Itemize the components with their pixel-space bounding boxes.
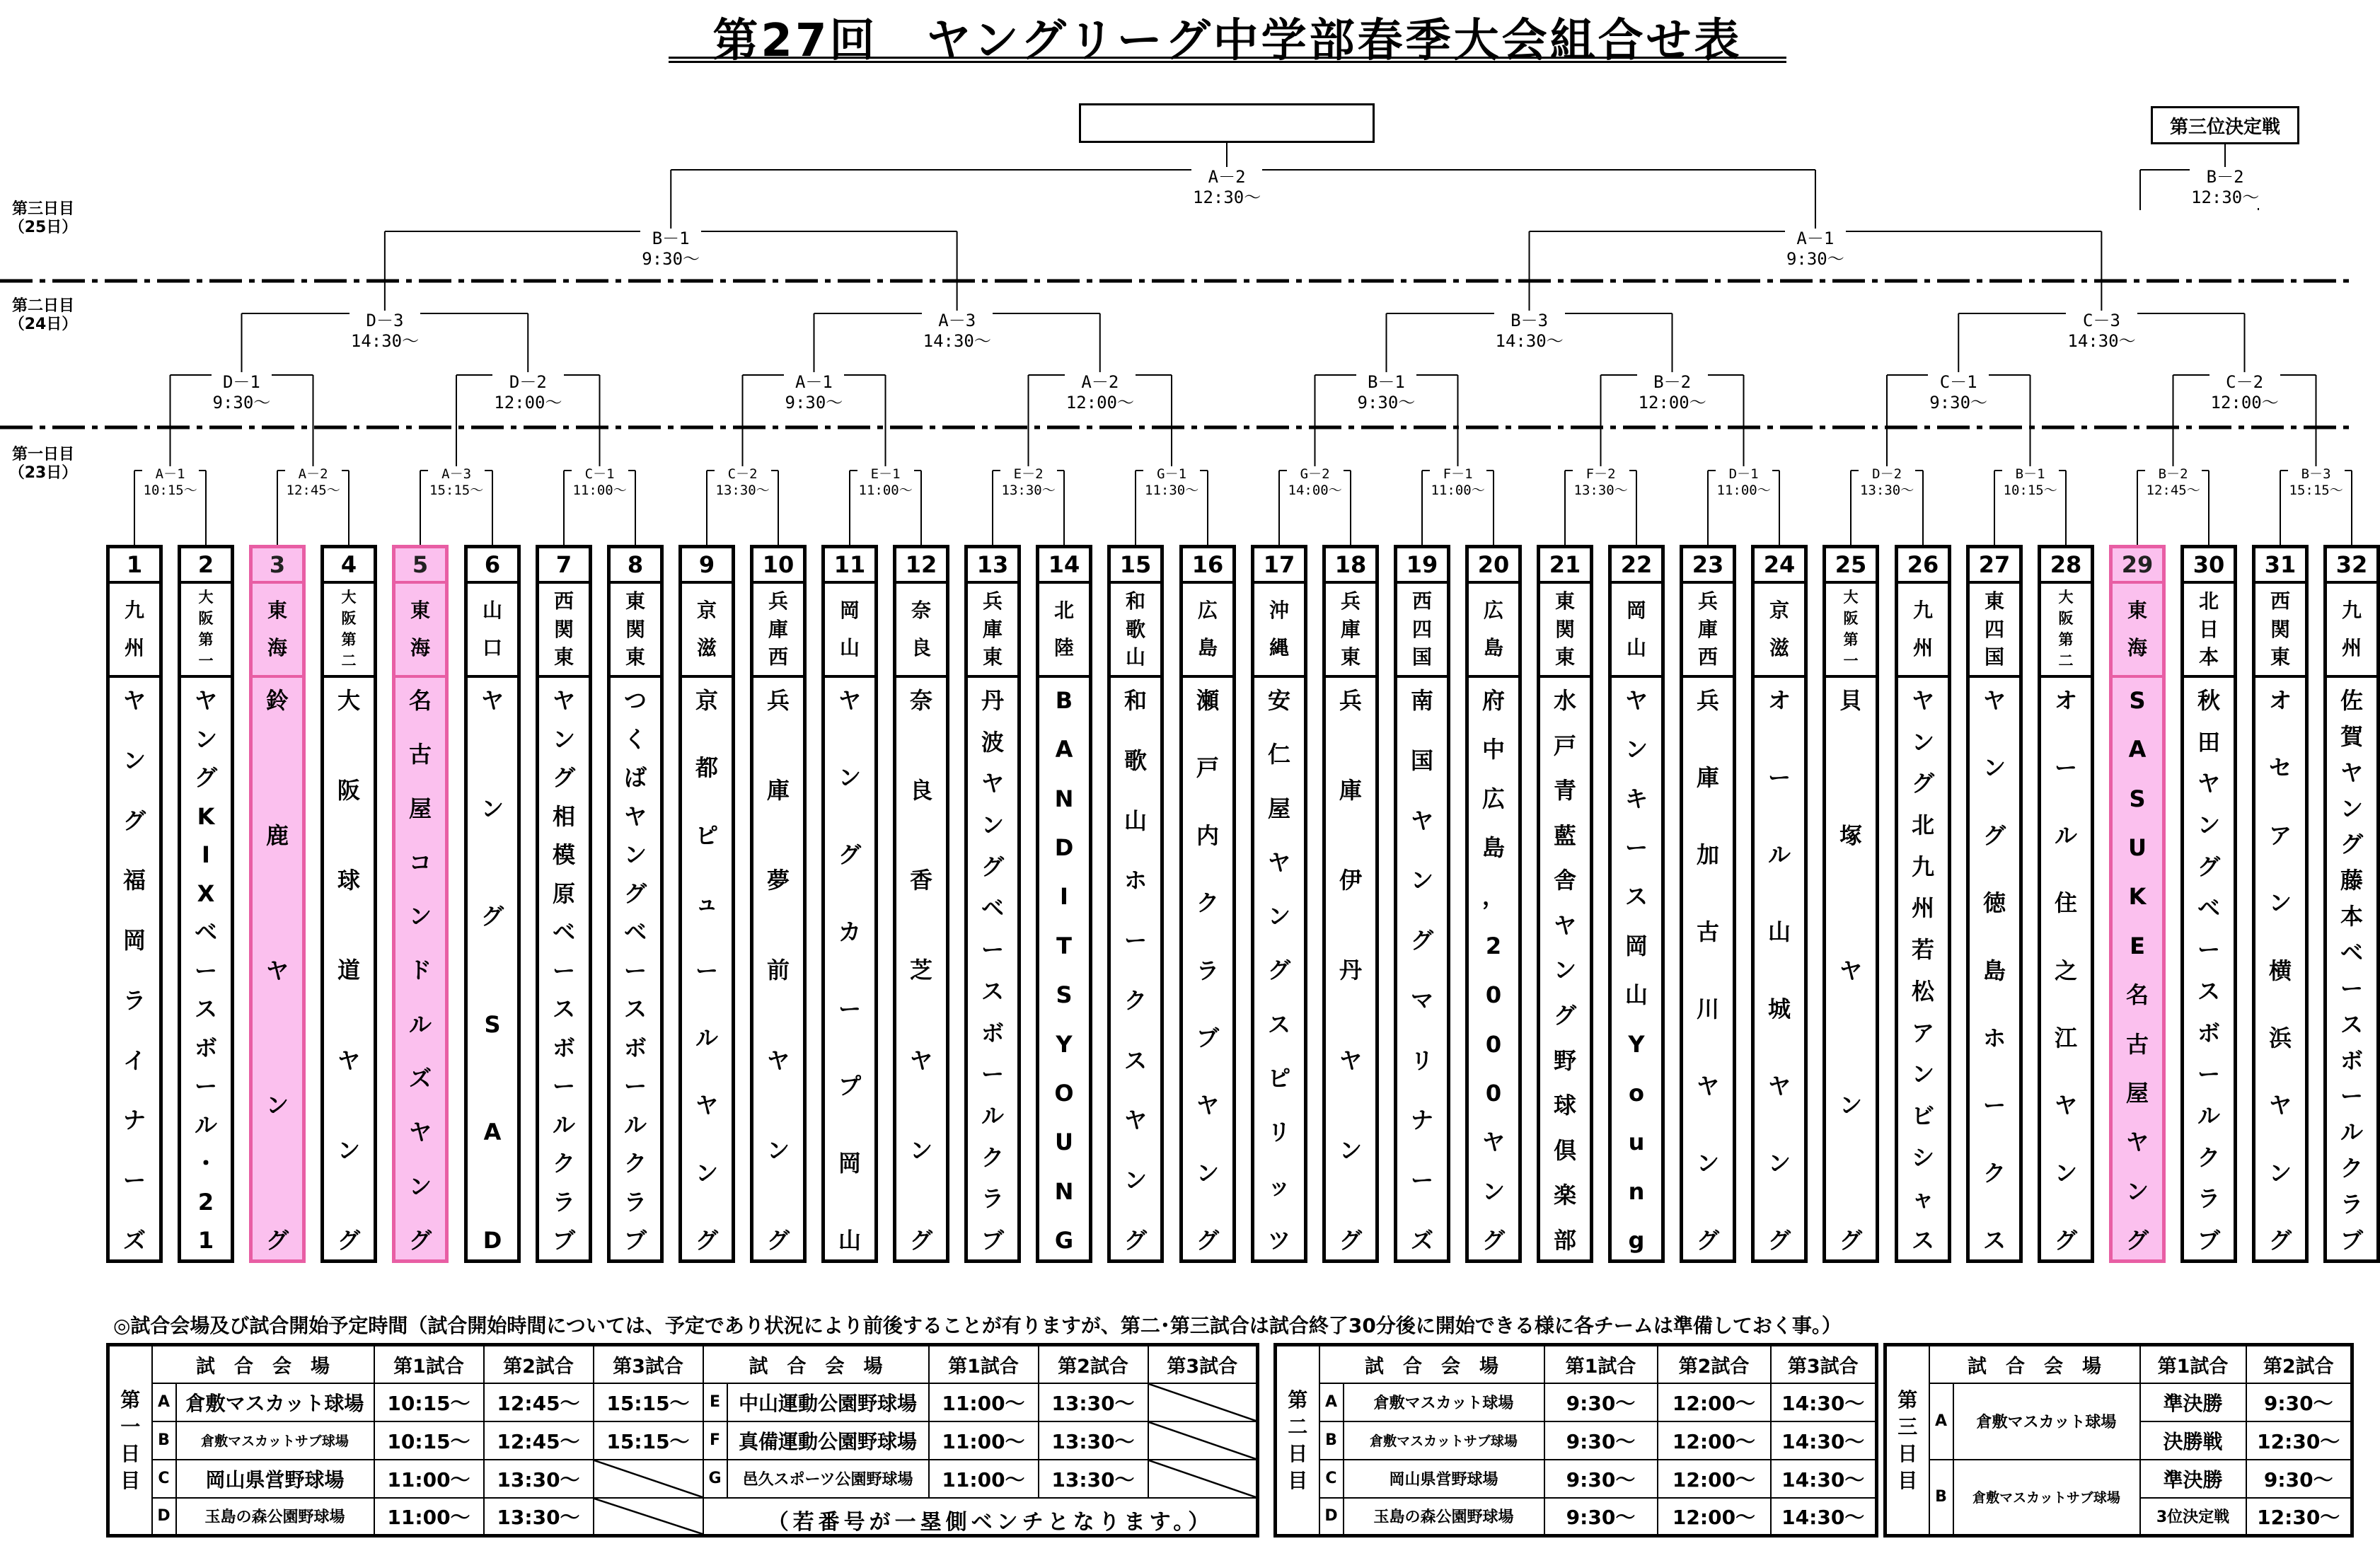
team-name: 京 都 ピ ュ ー ル ヤ ン グ: [695, 687, 718, 1254]
game1-header: 第1試合: [1544, 1345, 1658, 1383]
team-number: 4: [324, 548, 374, 584]
start-time: 14:30～: [1771, 1383, 1877, 1421]
team-name: ヤ ン グ 徳 島 ホ ー ク ス: [1982, 687, 2006, 1254]
game2-header: 第2試合: [2246, 1345, 2352, 1383]
team-number: 24: [1755, 548, 1804, 584]
team-column: [392, 545, 449, 1263]
team-name: 和 歌 山 ホ ー ク ス ヤ ン グ: [1123, 687, 1147, 1254]
day3-label: 第三日目 （25日）: [8, 200, 78, 236]
team-region: 東 関 東: [1540, 584, 1590, 678]
venue-name: 玉島の森公園野球場: [1344, 1498, 1544, 1536]
team-region: 大 阪 第 一: [1826, 584, 1876, 678]
start-time: 11:00～: [929, 1460, 1039, 1498]
team-name: 佐 賀 ヤ ン グ 藤 本 ベ ー ス ボ ー ル ク ラ ブ: [2340, 687, 2363, 1254]
team-name: 府 中 広 島 ， 2 0 0 0 ヤ ン グ: [1481, 687, 1505, 1254]
start-time: 14:30～: [1771, 1460, 1877, 1498]
team-number: 3: [253, 548, 302, 584]
match-label-final: A－2 12:30～: [1193, 167, 1261, 207]
venue-name: 玉島の森公園野球場: [176, 1498, 374, 1536]
team-column: [750, 545, 807, 1263]
team-name: ヤ ン キ ー ス 岡 山 Y o u n g: [1624, 687, 1648, 1254]
day2-venue-table: [1273, 1343, 1878, 1538]
game1-header: 第1試合: [374, 1345, 484, 1383]
team-region: 九 州: [110, 584, 159, 678]
start-time: 12:45～: [484, 1421, 594, 1460]
empty-cell: [594, 1460, 703, 1498]
start-time: 10:15～: [374, 1421, 484, 1460]
team-column: [1680, 545, 1736, 1263]
team-name: 水 戸 青 藍 舎 ヤ ン グ 野 球 倶 楽 部: [1553, 687, 1576, 1254]
game-type: 3位決定戦: [2140, 1498, 2246, 1536]
team-name: 鈴 鹿 ヤ ン グ: [265, 687, 289, 1254]
team-number: 20: [1469, 548, 1518, 584]
team-name: 兵 庫 加 古 川 ヤ ン グ: [1696, 687, 1719, 1254]
team-number: 9: [682, 548, 732, 584]
match-label-round2: D－2 12:00～: [494, 372, 562, 413]
champion-box: [1079, 103, 1375, 143]
team-region: 西 関 東: [2255, 584, 2305, 678]
team-column: [320, 545, 377, 1263]
team-number: 27: [1970, 548, 2019, 584]
team-number: 6: [468, 548, 517, 584]
team-region: 沖 縄: [1254, 584, 1304, 678]
match-label-round1: D－1 11:00～: [1716, 466, 1771, 498]
venue-name: 倉敷マスカットサブ球場: [176, 1421, 374, 1460]
team-name: 名 古 屋 コ ン ド ル ズ ヤ ン グ: [408, 687, 432, 1254]
team-number: 12: [896, 548, 946, 584]
start-time: 9:30～: [1544, 1421, 1658, 1460]
match-label-round1: C－1 11:00～: [572, 466, 627, 498]
match-label-quarterfinal: D－3 14:30～: [350, 311, 420, 351]
game-type: 準決勝: [2140, 1383, 2246, 1421]
match-label-round2: A－1 9:30～: [785, 372, 843, 413]
team-name: 兵 庫 夢 前 ヤ ン グ: [766, 687, 790, 1254]
team-column: [2109, 545, 2166, 1263]
game3-header: 第3試合: [1771, 1345, 1877, 1383]
team-number: 18: [1326, 548, 1375, 584]
team-name: ヤ ン グ S A D: [480, 687, 504, 1254]
venue-code: D: [1319, 1498, 1344, 1536]
empty-cell: [1148, 1383, 1258, 1421]
team-number: 31: [2255, 548, 2305, 584]
team-name: ヤ ン グ K I X ベ ー ス ボ ー ル ・ 2 1: [194, 687, 217, 1254]
start-time: 12:45～: [484, 1383, 594, 1421]
match-label-round1: D－2 13:30～: [1860, 466, 1914, 498]
team-number: 14: [1039, 548, 1089, 584]
team-column: [1465, 545, 1522, 1263]
team-column: [1179, 545, 1236, 1263]
team-number: 5: [395, 548, 445, 584]
match-label-quarterfinal: A－3 14:30～: [923, 311, 991, 351]
team-column: [1537, 545, 1593, 1263]
team-column: [893, 545, 949, 1263]
match-label-round2: B－1 9:30～: [1357, 372, 1416, 413]
team-column: [678, 545, 735, 1263]
team-region: 山 口: [468, 584, 517, 678]
team-name: オ セ ア ン 横 浜 ヤ ン グ: [2268, 687, 2292, 1254]
team-region: 兵 庫 西: [753, 584, 803, 678]
empty-cell: [1148, 1460, 1258, 1498]
team-column: [964, 545, 1021, 1263]
start-time: 11:00～: [374, 1498, 484, 1536]
team-region: 北 陸: [1039, 584, 1089, 678]
match-label-semifinal: A－1 9:30～: [1786, 229, 1844, 269]
team-number: 17: [1254, 548, 1304, 584]
match-label-round2: C－2 12:00～: [2210, 372, 2279, 413]
team-column: [2252, 545, 2309, 1263]
match-label-quarterfinal: C－3 14:30～: [2067, 311, 2136, 351]
day2-table-label-text: 第 二 日 目: [1288, 1388, 1308, 1492]
team-column: [1608, 545, 1665, 1263]
team-number: 19: [1397, 548, 1447, 584]
team-number: 26: [1898, 548, 1948, 584]
team-region: 東 四 国: [1970, 584, 2019, 678]
team-name: 貝 塚 ヤ ン グ: [1839, 687, 1862, 1254]
team-region: 広 島: [1469, 584, 1518, 678]
team-number: 7: [539, 548, 589, 584]
venue-name: 倉敷マスカット球場: [1344, 1383, 1544, 1421]
team-name: つ く ば ヤ ン グ ベ ー ス ボ ー ル ク ラ ブ: [623, 687, 647, 1254]
team-region: 奈 良: [896, 584, 946, 678]
team-number: 13: [968, 548, 1017, 584]
venue-code: D: [152, 1498, 176, 1536]
team-region: 東 海: [253, 584, 302, 678]
venue-name: 倉敷マスカット球場: [176, 1383, 374, 1421]
team-region: 東 関 東: [611, 584, 660, 678]
team-number: 23: [1683, 548, 1733, 584]
venue-name: 岡山県営野球場: [1344, 1460, 1544, 1498]
match-label-round1: A－2 12:45～: [286, 466, 340, 498]
venue-name: 倉敷マスカットサブ球場: [1953, 1460, 2140, 1536]
venue-note: ◎試合会場及び試合開始予定時間（試合開始時間については、予定であり状況により前後することが有りますが、第二･第三試合は試合終了30分後に開始できる様に各チームは準備しておく事。）: [113, 1314, 1842, 1337]
team-column: [1895, 545, 1951, 1263]
start-time: 12:30～: [2246, 1421, 2352, 1460]
team-name: 兵 庫 伊 丹 ヤ ン グ: [1339, 687, 1362, 1254]
team-region: 広 島: [1183, 584, 1232, 678]
day1-table-label-text: 第 一 日 目: [120, 1388, 141, 1492]
start-time: 9:30～: [1544, 1460, 1658, 1498]
start-time: 12:30～: [2246, 1498, 2352, 1536]
team-name: 奈 良 香 芝 ヤ ン グ: [909, 687, 932, 1254]
team-number: 11: [825, 548, 874, 584]
team-region: 兵 庫 東: [1326, 584, 1375, 678]
venue-code: B: [152, 1421, 176, 1460]
venue-code: C: [1319, 1460, 1344, 1498]
match-label-round1: E－1 11:00～: [858, 466, 913, 498]
team-name: ヤ ン グ 相 模 原 ベ ー ス ボ ー ル ク ラ ブ: [552, 687, 575, 1254]
team-number: 25: [1826, 548, 1876, 584]
team-number: 10: [753, 548, 803, 584]
venue-name: 倉敷マスカットサブ球場: [1344, 1421, 1544, 1460]
venue-name: 邑久スポーツ公園野球場: [727, 1460, 929, 1498]
start-time: 13:30～: [484, 1460, 594, 1498]
team-number: 32: [2327, 548, 2376, 584]
match-label-round1: G－1 11:30～: [1145, 466, 1199, 498]
match-label-round1: A－3 15:15～: [429, 466, 484, 498]
team-name: オ ー ル 山 城 ヤ ン グ: [1767, 687, 1791, 1254]
team-number: 21: [1540, 548, 1590, 584]
start-time: 13:30～: [1039, 1421, 1148, 1460]
start-time: 9:30～: [2246, 1460, 2352, 1498]
team-column: [1036, 545, 1092, 1263]
team-region: 和 歌 山: [1111, 584, 1160, 678]
venue-name: 中山運動公園野球場: [727, 1383, 929, 1421]
match-label-round1: F－1 11:00～: [1431, 466, 1485, 498]
venue-code: F: [703, 1421, 727, 1460]
day1-label: 第一日目 （23日）: [8, 446, 78, 482]
venue-header: 試 合 会 場: [703, 1345, 929, 1383]
venue-code: E: [703, 1383, 727, 1421]
start-time: 12:00～: [1658, 1498, 1771, 1536]
team-name: 大 阪 球 道 ヤ ン グ: [337, 687, 360, 1254]
team-column: [178, 545, 234, 1263]
start-time: 9:30～: [1544, 1498, 1658, 1536]
game3-header: 第3試合: [1148, 1345, 1258, 1383]
day3-table-label: [1885, 1345, 1929, 1536]
venue-header: 試 合 会 場: [1319, 1345, 1544, 1383]
game1-header: 第1試合: [929, 1345, 1039, 1383]
team-region: 京 滋: [682, 584, 732, 678]
team-name: オ ー ル 住 之 江 ヤ ン グ: [2054, 687, 2077, 1254]
start-time: 13:30～: [484, 1498, 594, 1536]
team-column: [607, 545, 664, 1263]
page-title: 第27回 ヤングリーグ中学部春季大会組合せ表: [712, 15, 1743, 67]
venue-header: 試 合 会 場: [1929, 1345, 2140, 1383]
match-label-round2: D－1 9:30～: [212, 372, 271, 413]
venue-name: 真備運動公園野球場: [727, 1421, 929, 1460]
team-name: S A S U K E 名 古 屋 ヤ ン グ: [2125, 687, 2149, 1254]
day2-table-label: [1276, 1345, 1319, 1536]
venue-name: 倉敷マスカット球場: [1953, 1383, 2140, 1460]
venue-code: A: [1319, 1383, 1344, 1421]
game-type: 準決勝: [2140, 1460, 2246, 1498]
team-region: 西 関 東: [539, 584, 589, 678]
game2-header: 第2試合: [1039, 1345, 1148, 1383]
team-region: 九 州: [1898, 584, 1948, 678]
team-region: 九 州: [2327, 584, 2376, 678]
match-label-semifinal: B－1 9:30～: [642, 229, 700, 269]
match-label-round1: E－2 13:30～: [1001, 466, 1056, 498]
team-region: 京 滋: [1755, 584, 1804, 678]
team-column: [2180, 545, 2237, 1263]
team-region: 岡 山: [825, 584, 874, 678]
team-region: 岡 山: [1612, 584, 1661, 678]
match-label-round1: C－2 13:30～: [715, 466, 770, 498]
match-label-round2: A－2 12:00～: [1065, 372, 1134, 413]
match-label-round1: B－2 12:45～: [2146, 466, 2200, 498]
team-region: 大 阪 第 一: [181, 584, 231, 678]
start-time: 14:30～: [1771, 1498, 1877, 1536]
venue-code: G: [703, 1460, 727, 1498]
team-number: 2: [181, 548, 231, 584]
game-type: 決勝戦: [2140, 1421, 2246, 1460]
team-number: 28: [2041, 548, 2091, 584]
start-time: 13:30～: [1039, 1383, 1148, 1421]
team-name: 安 仁 屋 ヤ ン グ ス ピ リ ッ ツ: [1267, 687, 1290, 1254]
team-region: 東 海: [395, 584, 445, 678]
start-time: 13:30～: [1039, 1460, 1148, 1498]
match-label-round1: B－1 10:15～: [2003, 466, 2057, 498]
game2-header: 第2試合: [484, 1345, 594, 1383]
team-column: [106, 545, 163, 1263]
team-number: 16: [1183, 548, 1232, 584]
start-time: 11:00～: [374, 1460, 484, 1498]
team-number: 30: [2184, 548, 2234, 584]
team-column: [1966, 545, 2023, 1263]
match-label-round2: C－1 9:30～: [1929, 372, 1988, 413]
start-time: 12:00～: [1658, 1460, 1771, 1498]
team-name: 秋 田 ヤ ン グ ベ ー ス ボ ー ル ク ラ ブ: [2197, 687, 2220, 1254]
game1-header: 第1試合: [2140, 1345, 2246, 1383]
team-region: 西 四 国: [1397, 584, 1447, 678]
start-time: 11:00～: [929, 1421, 1039, 1460]
team-column: [1822, 545, 1879, 1263]
venue-name: 岡山県営野球場: [176, 1460, 374, 1498]
empty-cell: [1148, 1421, 1258, 1460]
team-column: [2038, 545, 2094, 1263]
start-time: 12:00～: [1658, 1383, 1771, 1421]
start-time: 11:00～: [929, 1383, 1039, 1421]
team-column: [1251, 545, 1307, 1263]
team-number: 29: [2113, 548, 2162, 584]
match-label-third-place: B－2 12:30～: [2191, 167, 2260, 207]
team-number: 8: [611, 548, 660, 584]
team-name: B A N D I T S Y O U N G: [1054, 687, 1074, 1254]
team-region: 東 海: [2113, 584, 2162, 678]
match-label-round1: G－2 14:00～: [1288, 466, 1342, 498]
start-time: 10:15～: [374, 1383, 484, 1421]
venue-code: C: [152, 1460, 176, 1498]
team-column: [464, 545, 521, 1263]
match-label-round1: F－2 13:30～: [1573, 466, 1628, 498]
match-label-quarterfinal: B－3 14:30～: [1495, 311, 1564, 351]
team-number: 1: [110, 548, 159, 584]
day3-table-label-text: 第 三 日 目: [1897, 1388, 1918, 1492]
team-name: 南 国 ヤ ン グ マ リ ナ ー ズ: [1410, 687, 1433, 1254]
team-name: ヤ ン グ 北 九 州 若 松 ア ン ビ シ ャ ス: [1911, 687, 1934, 1254]
start-time: 9:30～: [1544, 1383, 1658, 1421]
team-column: [536, 545, 592, 1263]
match-label-round1: B－3 15:15～: [2289, 466, 2343, 498]
game3-header: 第3試合: [594, 1345, 703, 1383]
start-time: 15:15～: [594, 1383, 703, 1421]
match-label-round2: B－2 12:00～: [1638, 372, 1706, 413]
team-name: ヤ ン グ カ ー プ 岡 山: [838, 687, 861, 1254]
team-region: 兵 庫 西: [1683, 584, 1733, 678]
third-place-label: 第三位決定戦: [2151, 106, 2299, 144]
team-number: 15: [1111, 548, 1160, 584]
team-name: 瀬 戸 内 ク ラ ブ ヤ ン グ: [1196, 687, 1219, 1254]
team-number: 22: [1612, 548, 1661, 584]
empty-cell: [594, 1498, 703, 1536]
start-time: 14:30～: [1771, 1421, 1877, 1460]
team-column: [1394, 545, 1450, 1263]
venue-code: B: [1319, 1421, 1344, 1460]
team-column: [249, 545, 306, 1263]
team-column: [821, 545, 878, 1263]
team-name: ヤ ン グ 福 岡 ラ イ ナ ー ズ: [122, 687, 146, 1254]
game2-header: 第2試合: [1658, 1345, 1771, 1383]
team-column: [1107, 545, 1164, 1263]
start-time: 12:00～: [1658, 1421, 1771, 1460]
venue-code: A: [1929, 1383, 1953, 1460]
venue-code: B: [1929, 1460, 1953, 1536]
team-column: [1322, 545, 1379, 1263]
team-region: 北 日 本: [2184, 584, 2234, 678]
team-column: [1751, 545, 1808, 1263]
match-label-round1: A－1 10:15～: [143, 466, 197, 498]
start-time: 15:15～: [594, 1421, 703, 1460]
bench-note: （若番号が一塁側ベンチとなります。）: [767, 1510, 1214, 1535]
team-column: [2323, 545, 2380, 1263]
day3-venue-table: [1883, 1343, 2354, 1538]
start-time: 9:30～: [2246, 1383, 2352, 1421]
venue-code: A: [152, 1383, 176, 1421]
venue-header: 試 合 会 場: [152, 1345, 374, 1383]
day1-table-label: [108, 1345, 152, 1536]
team-region: 兵 庫 東: [968, 584, 1017, 678]
day2-label: 第二日目 （24日）: [8, 297, 78, 333]
team-name: 丹 波 ヤ ン グ ベ ー ス ボ ー ル ク ラ ブ: [981, 687, 1004, 1254]
team-region: 大 阪 第 二: [2041, 584, 2091, 678]
team-region: 大 阪 第 二: [324, 584, 374, 678]
